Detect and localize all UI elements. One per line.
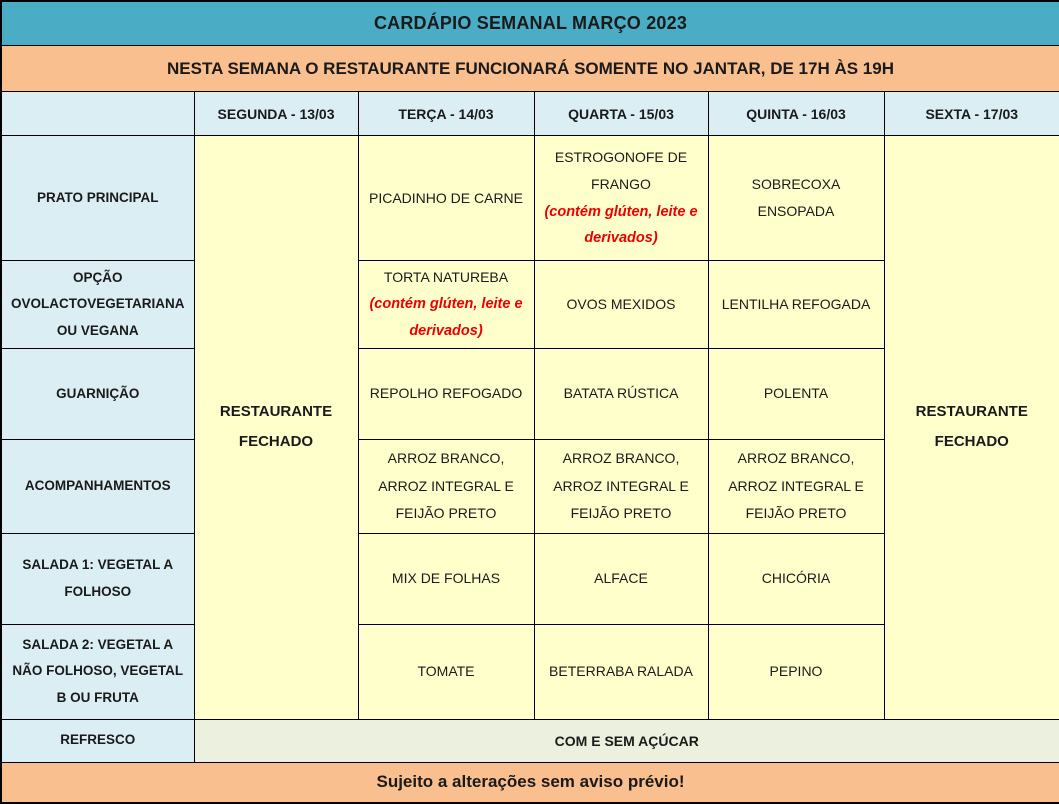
closed-cell-segunda: RESTAURANTE FECHADO <box>194 136 358 719</box>
dish-text: BETERRABA RALADA <box>549 662 693 679</box>
allergen-note: (contém glúten, leite e derivados) <box>369 296 523 340</box>
cell-quinta-acompanhamentos <box>708 439 884 533</box>
cell-quarta-guarnicao <box>534 348 708 439</box>
cell-quarta-opcao-vegetariana <box>534 260 708 348</box>
cell-terca-salada-1 <box>358 533 534 624</box>
cell-quarta-prato-principal <box>534 136 708 261</box>
footer-disclaimer: Sujeito a alterações sem aviso prévio! <box>1 762 1059 803</box>
day-header-terca: TERÇA - 14/03 <box>358 92 534 136</box>
cell-quinta-opcao-vegetariana <box>708 260 884 348</box>
row-label-refresco: REFRESCO <box>1 719 194 762</box>
notice-banner: NESTA SEMANA O RESTAURANTE FUNCIONARÁ SOMENTE NO JANTAR, DE 17H ÀS 19H <box>1 46 1059 92</box>
row-label-opcao-vegetariana: OPÇÃO OVOLACTOVEGETARIANA OU VEGANA <box>1 260 194 348</box>
day-header-quarta: QUARTA - 15/03 <box>534 92 708 136</box>
dish-text: LENTILHA REFOGADA <box>721 295 871 312</box>
dish-text: PICADINHO DE CARNE <box>368 189 524 206</box>
refresco-value: COM E SEM AÇÚCAR <box>194 719 1059 762</box>
closed-cell-sexta: RESTAURANTE FECHADO <box>884 136 1059 719</box>
cell-quinta-salada-2 <box>708 624 884 719</box>
dish-text: REPOLHO REFOGADO <box>369 385 523 402</box>
cell-terca-opcao-vegetariana <box>358 260 534 348</box>
dish-text: TORTA NATUREBA <box>383 268 509 285</box>
dish-text: BATATA RÚSTICA <box>563 385 679 402</box>
dish-text: SOBRECOXA ENSOPADA <box>751 175 841 220</box>
dish-text: ARROZ BRANCO, ARROZ INTEGRAL E FEIJÃO PRETO <box>553 450 689 521</box>
row-label-salada-1: SALADA 1: VEGETAL A FOLHOSO <box>1 533 194 624</box>
row-label-acompanhamentos: ACOMPANHAMENTOS <box>1 439 194 533</box>
dish-text: CHICÓRIA <box>761 570 831 586</box>
day-header-segunda: SEGUNDA - 13/03 <box>194 92 358 136</box>
dish-text: PEPINO <box>769 662 823 679</box>
corner-blank-cell <box>1 92 194 136</box>
row-label-prato-principal: PRATO PRINCIPAL <box>1 136 194 261</box>
allergen-note: (contém glúten, leite e derivados) <box>544 203 698 247</box>
cell-quarta-acompanhamentos <box>534 439 708 533</box>
row-label-salada-2: SALADA 2: VEGETAL A NÃO FOLHOSO, VEGETAL B OU FRUTA <box>1 624 194 719</box>
cell-terca-salada-2 <box>358 624 534 719</box>
dish-text: ALFACE <box>594 570 648 586</box>
day-header-sexta: SEXTA - 17/03 <box>884 92 1059 136</box>
dish-text: TOMATE <box>417 662 475 679</box>
dish-text: ESTROGONOFE DE FRANGO <box>554 149 688 193</box>
cell-quinta-guarnicao <box>708 348 884 439</box>
day-header-quinta: QUINTA - 16/03 <box>708 92 884 136</box>
cell-quarta-salada-2 <box>534 624 708 719</box>
cell-terca-prato-principal <box>358 136 534 261</box>
dish-text: ARROZ BRANCO, ARROZ INTEGRAL E FEIJÃO PRETO <box>378 450 514 521</box>
cell-quarta-salada-1 <box>534 533 708 624</box>
dish-text: MIX DE FOLHAS <box>391 570 501 586</box>
dish-text: ARROZ BRANCO, ARROZ INTEGRAL E FEIJÃO PRETO <box>728 450 864 521</box>
row-label-guarnicao: GUARNIÇÃO <box>1 348 194 439</box>
menu-title: CARDÁPIO SEMANAL MARÇO 2023 <box>1 1 1059 46</box>
dish-text: OVOS MEXIDOS <box>566 295 676 312</box>
dish-text: POLENTA <box>763 385 829 402</box>
cell-terca-acompanhamentos <box>358 439 534 533</box>
cell-quinta-prato-principal <box>708 136 884 261</box>
cell-terca-guarnicao <box>358 348 534 439</box>
cell-quinta-salada-1 <box>708 533 884 624</box>
